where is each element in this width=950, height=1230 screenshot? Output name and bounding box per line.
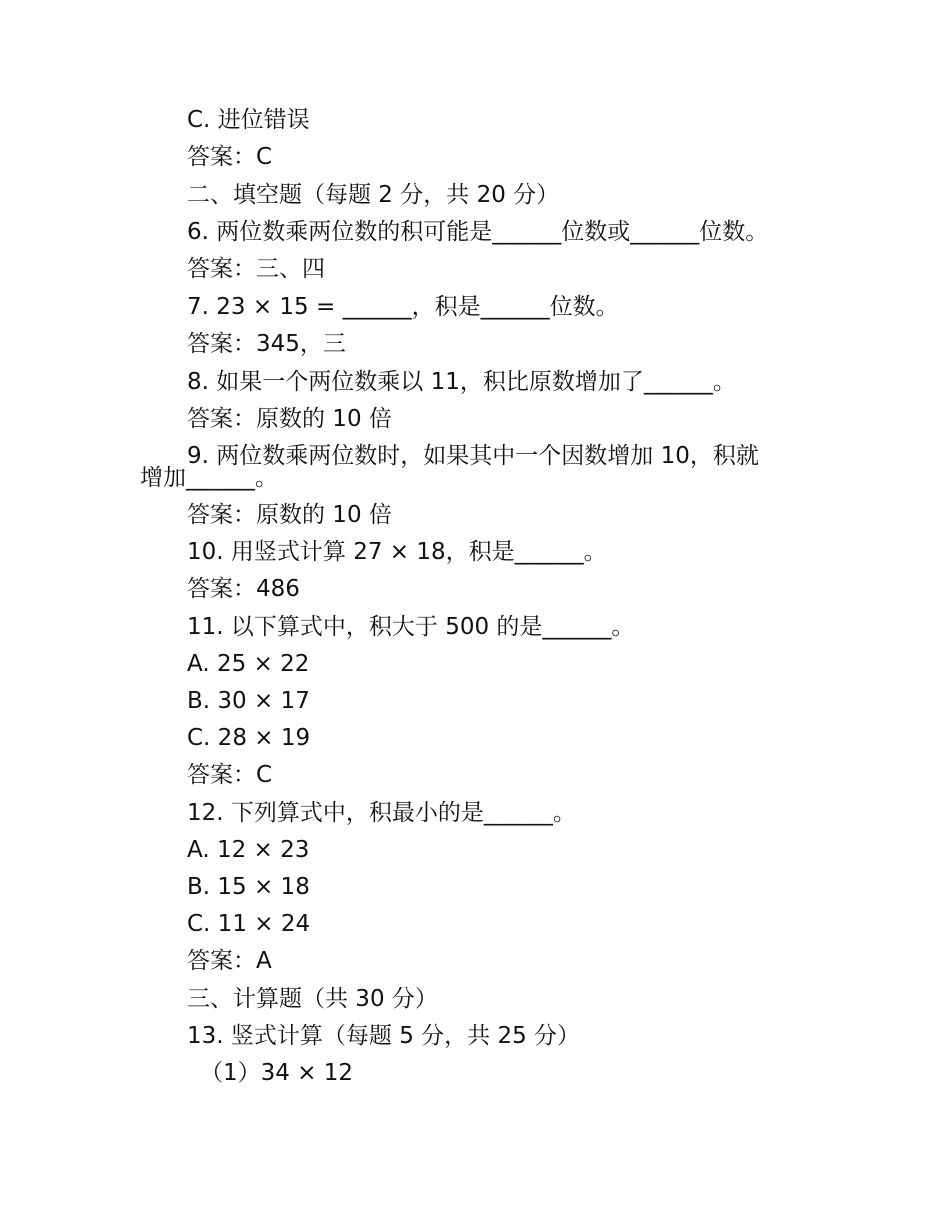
answer-7: 答案：345，三 [187,331,346,357]
answer-6: 答案：三、四 [187,256,325,282]
question-9-part-2: 增加______。 [140,465,278,491]
question-12: 12. 下列算式中，积最小的是______。 [187,800,576,826]
answer-8: 答案：原数的 10 倍 [187,406,392,432]
section-heading-fill-in: 二、填空题（每题 2 分，共 20 分） [187,182,560,208]
question-8: 8. 如果一个两位数乘以 11，积比原数增加了______。 [187,369,736,395]
question-11-option-a: A. 25 × 22 [187,651,310,677]
question-6: 6. 两位数乘两位数的积可能是______位数或______位数。 [187,219,769,245]
question-11-option-c: C. 28 × 19 [187,725,311,751]
question-13-item-1: （1）34 × 12 [200,1060,354,1086]
question-12-option-a: A. 12 × 23 [187,837,310,863]
section-heading-calculation: 三、计算题（共 30 分） [187,986,438,1012]
question-10: 10. 用竖式计算 27 × 18，积是______。 [187,539,607,565]
question-11-option-b: B. 30 × 17 [187,688,310,714]
answer-11: 答案：C [187,762,273,788]
question-9-part-1: 9. 两位数乘两位数时，如果其中一个因数增加 10，积就 [187,443,759,469]
question-12-option-c: C. 11 × 24 [187,911,311,937]
answer-12: 答案：A [187,948,272,974]
question-12-option-b: B. 15 × 18 [187,874,310,900]
answer-9: 答案：原数的 10 倍 [187,502,392,528]
question-7: 7. 23 × 15 = ______，积是______位数。 [187,294,619,320]
answer-line: 答案：C [187,144,273,170]
option-c-line: C. 进位错误 [187,107,310,133]
answer-10: 答案：486 [187,576,300,602]
question-13: 13. 竖式计算（每题 5 分，共 25 分） [187,1023,581,1049]
question-11: 11. 以下算式中，积大于 500 的是______。 [187,614,635,640]
